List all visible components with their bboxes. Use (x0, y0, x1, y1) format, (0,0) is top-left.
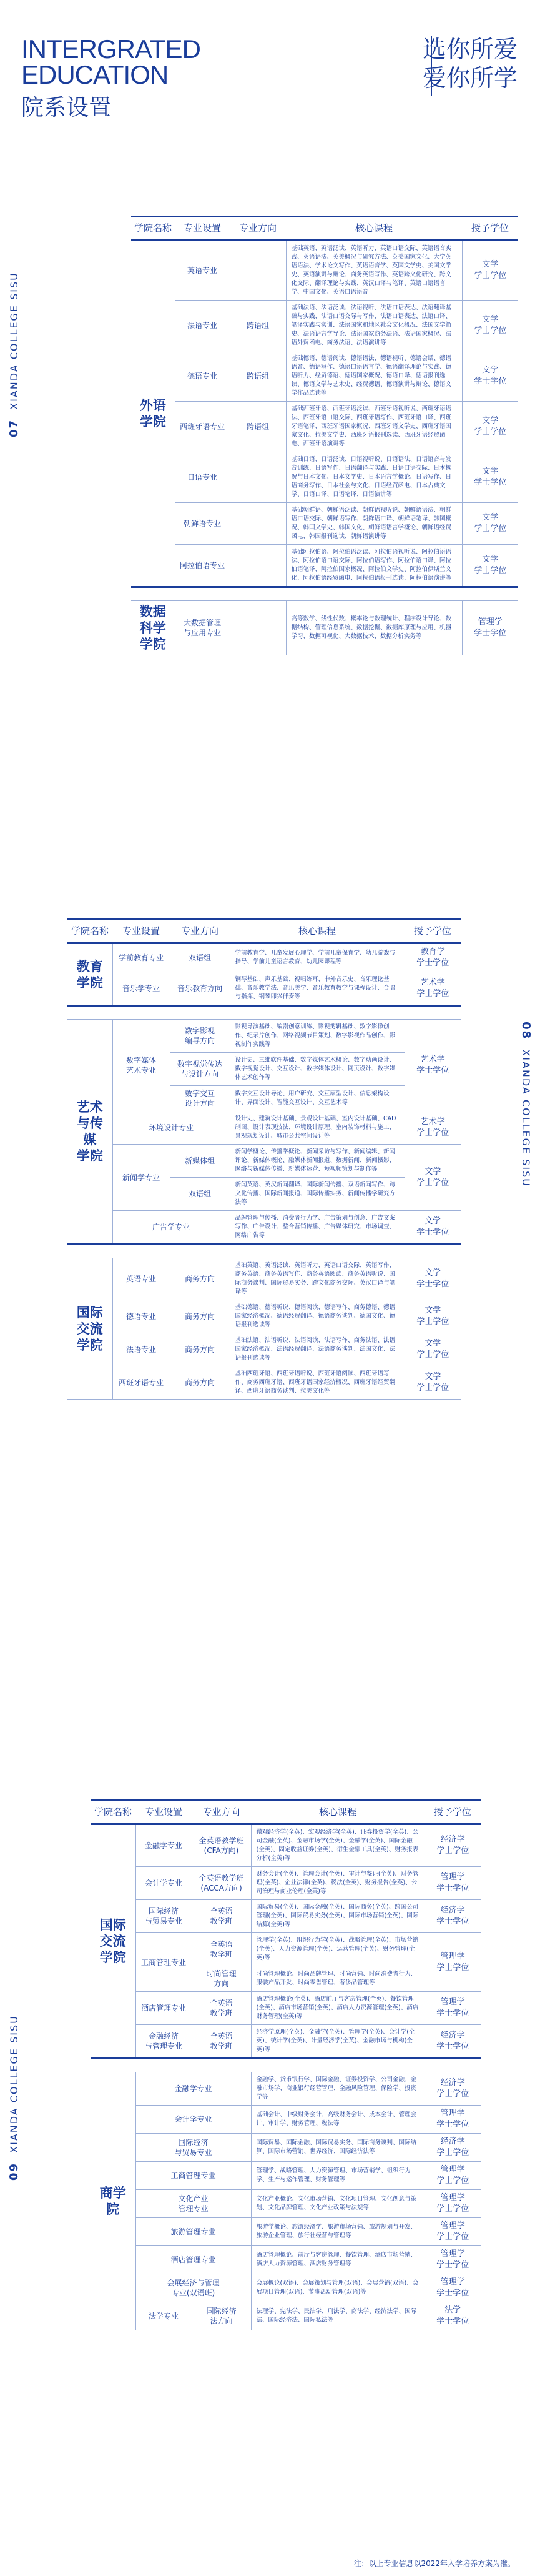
col-direction: 专业方向 (230, 217, 286, 241)
table-row (91, 1933, 481, 1966)
major-name: 法学专业 (135, 2302, 192, 2330)
major-direction: 数字视觉传达 与设计方向 (170, 1053, 230, 1086)
major-name: 国际经济 与贸易专业 (135, 2134, 251, 2162)
degree: 文学 学士学位 (405, 1145, 461, 1211)
degree: 管理学 学士学位 (425, 2246, 481, 2274)
core-courses: 会展概论(双语)、会展策划与管理(双语)、会展营销(双语)、会展项目管理(双语)、节事活动管理(双语)等 (251, 2274, 425, 2302)
col-major: 专业设置 (135, 1801, 192, 1824)
core-courses: 影视导演基础、编剧创意训练、影视剪辑基础、数字影像创作、纪录片创作、网络视频节目策划、数字影视作品创作、影视制作实践等 (230, 1020, 405, 1053)
slogan-line1: 选你所爱 (422, 36, 518, 63)
major-name: 德语专业 (175, 351, 230, 402)
major-direction (230, 545, 286, 587)
major-name: 日语专业 (175, 452, 230, 503)
core-courses: 设计史、三维软件基础、数字媒体艺术概论、数字动画设计、数字视觉设计、交互设计、数字媒体设计、网页设计、数字媒体艺术创作等 (230, 1053, 405, 1086)
college-name: 数据 科学 学院 (131, 601, 175, 655)
col-direction: 专业方向 (170, 920, 230, 943)
col-degree: 授予学位 (462, 217, 518, 241)
table-row (131, 402, 518, 452)
header-en-line2: EDUCATION (21, 60, 169, 89)
col-major: 专业设置 (112, 920, 170, 943)
degree: 文学 学士学位 (405, 1211, 461, 1245)
side-college-name: XIANDA COLLEGE SISU (520, 1049, 532, 1187)
core-courses: 基础会计、中级财务会计、高级财务会计、成本会计、管理会计、审计学、财务管理、税法等 (251, 2106, 425, 2134)
major-direction (230, 452, 286, 503)
major-name: 酒店管理专业 (135, 1992, 192, 2025)
major-direction: 双语组 (170, 943, 230, 972)
degree: 文学 学士学位 (462, 301, 518, 351)
major-direction (230, 503, 286, 545)
major-direction (230, 601, 286, 655)
major-direction: 跨语组 (230, 301, 286, 351)
table-row (91, 1824, 481, 1867)
core-courses: 国际贸易(全英)、国际金融(全英)、国际商务(全英)、跨国公司管理(全英)、国际贸易实务(全英)、国际市场营销(全英)、国际结算(全英)等 (251, 1900, 425, 1933)
college-name: 商学院 (91, 2072, 135, 2330)
degree: 管理学 学士学位 (425, 2162, 481, 2190)
degree: 经济学 学士学位 (425, 2072, 481, 2106)
table-row (91, 2246, 481, 2274)
major-direction: 数字交互 设计方向 (170, 1086, 230, 1111)
major-name: 英语专业 (175, 241, 230, 301)
slogan-line2: 爱你所学 (422, 64, 518, 92)
core-courses: 基础阿拉伯语、阿拉伯语泛读、阿拉伯语视听说、阿拉伯语语法、阿拉伯语口语交际、阿拉伯语写作、阿拉伯语口译、阿拉伯语笔译、阿拉伯国家概况、阿拉伯文学史、阿拉伯伊斯兰文化、阿拉伯语经贸函电、阿拉伯语报刊选读、阿拉伯语演讲等 (286, 545, 462, 587)
table-row (67, 1020, 461, 1053)
college-name: 教育 学院 (67, 943, 112, 1006)
core-courses: 金融学、货币银行学、国际金融、证券投资学、公司金融、金融市场学、商业银行经营管理、金融风险管理、保险学、投资学等 (251, 2072, 425, 2106)
major-name: 工商管理专业 (135, 1933, 192, 1992)
degree: 文学 学士学位 (462, 241, 518, 301)
major-name: 西班牙语专业 (175, 402, 230, 452)
major-direction: 全英语教学班 (ACCA方向) (192, 1867, 251, 1900)
major-name: 朝鲜语专业 (175, 503, 230, 545)
col-college: 学院名称 (91, 1801, 135, 1824)
header-slogan (423, 35, 518, 92)
college-name: 国际 交流 学院 (67, 1258, 112, 1400)
major-direction: 数字影视 编导方向 (170, 1020, 230, 1053)
program-table-page-08 (67, 918, 461, 1400)
core-courses: 钢琴基础、声乐基础、视唱练耳、中外音乐史、音乐理论基础、音乐教学法、音乐美学、音乐教育教学与课程设计、合唱与指挥、钢琴即兴伴奏等 (230, 972, 405, 1006)
major-direction: 全英语教学班 (CFA方向) (192, 1824, 251, 1867)
major-direction: 商务方向 (170, 1366, 230, 1400)
core-courses: 基础英语、英语泛读、英语听力、英语口语交际、英语语音实践、英语语法、英美概况与研究方法、英美国家文化、大学英语语法、学术论文写作、英语语音学、英国文学史、美国文学史、英语演讲与辩论、商务英语写作、英语跨文化研究、跨文化交际、翻译理论与实践、英汉口译与笔译、英语口语语言学、中国文化、英语口语语音 (286, 241, 462, 301)
major-direction: 国际经济 法方向 (192, 2302, 251, 2330)
major-name: 学前教育专业 (112, 943, 170, 972)
core-courses: 财务会计(全英)、管理会计(全英)、审计与鉴证(全英)、财务管理(全英)、企业法律(全英)、税法(全英)、财务报告(全英)、公司治理与商业伦理(全英)等 (251, 1867, 425, 1900)
side-page-marker (7, 2015, 21, 2181)
table-row (131, 452, 518, 503)
major-direction: 全英语 教学班 (192, 1992, 251, 2025)
degree: 文学 学士学位 (405, 1366, 461, 1400)
degree: 管理学 学士学位 (425, 2218, 481, 2246)
table-row (91, 1992, 481, 2025)
table-row (91, 2134, 481, 2162)
core-courses: 基础日语、日语泛读、日语视听说、日语语法、日语语音与发音训练、日语写作、日语翻译与实践、日语口语交际、日本概况与日本文化、日本文学史、日本语言学概论、日语写作、日语商务写作、日本社会与文化、日语经贸函电、日本古典文学、日语口译、日语笔译、日语演讲等 (286, 452, 462, 503)
core-courses: 高等数学、线性代数、概率论与数理统计、程序设计导论、数据结构、管理信息系统、数据挖掘、数据库原理与应用、机器学习、数据可视化、大数据技术、数据分析实务等 (286, 601, 462, 655)
table-row (91, 2025, 481, 2059)
major-name: 西班牙语专业 (112, 1366, 170, 1400)
degree: 管理学 学士学位 (425, 1992, 481, 2025)
college-name: 国际 交流 学院 (91, 1824, 135, 2059)
major-name: 法语专业 (175, 301, 230, 351)
col-college: 学院名称 (131, 217, 175, 241)
core-courses: 酒店管理概论、前厅与客房管理、餐饮管理、酒店市场营销、酒店人力资源管理、酒店财务管理等 (251, 2246, 425, 2274)
degree: 经济学 学士学位 (425, 2025, 481, 2059)
section-separator (67, 1006, 461, 1020)
core-courses: 经济学原理(全英)、金融学(全英)、管理学(全英)、会计学(全英)、统计学(全英)、计量经济学(全英)、金融市场与机构(全英)等 (251, 2025, 425, 2059)
table-row (67, 1211, 461, 1245)
table-row (131, 601, 518, 655)
program-table-page-09 (91, 1799, 481, 2330)
major-direction: 全英语 教学班 (192, 1933, 251, 1966)
major-name: 阿拉伯语专业 (175, 545, 230, 587)
table-row (91, 2072, 481, 2106)
degree: 文学 学士学位 (462, 402, 518, 452)
core-courses: 新闻英语、英汉新闻翻译、国际新闻传播、双语新闻写作、跨文化传播、国际新闻报道、国际传播实务、新闻传播学研究方法等 (230, 1178, 405, 1211)
table-row (91, 2162, 481, 2190)
major-direction: 双语组 (170, 1178, 230, 1211)
section-separator (67, 1245, 461, 1258)
major-name: 音乐学专业 (112, 972, 170, 1006)
major-direction: 跨语组 (230, 351, 286, 402)
major-name: 英语专业 (112, 1258, 170, 1300)
side-page-marker (519, 1022, 533, 1187)
core-courses: 数字交互设计导论、用户研究、交互原型设计、信息架构设计、界面设计、智能交互设计、交互艺术等 (230, 1086, 405, 1111)
degree: 文学 学士学位 (405, 1333, 461, 1366)
page-08 (0, 887, 540, 1712)
table-row (131, 503, 518, 545)
table-row (131, 545, 518, 587)
table-row (67, 1300, 461, 1333)
table-row (67, 1333, 461, 1366)
major-direction: 商务方向 (170, 1333, 230, 1366)
core-courses: 新闻学概论、传播学概论、新闻采访与写作、新闻编辑、新闻评论、新媒体概论、融媒体新闻报道、数据新闻、新闻摄影、网络与新媒体传播、新媒体运营、短视频策划与制作等 (230, 1145, 405, 1178)
header-english-title (21, 36, 200, 87)
major-name: 大数据管理 与应用专业 (175, 601, 230, 655)
table-row (67, 1111, 461, 1145)
side-page-number: 08 (519, 1022, 533, 1040)
degree: 经济学 学士学位 (425, 2134, 481, 2162)
degree: 管理学 学士学位 (425, 2190, 481, 2218)
major-name: 酒店管理专业 (135, 2246, 251, 2274)
major-direction: 跨语组 (230, 402, 286, 452)
core-courses: 旅游学概论、旅游经济学、旅游市场营销、旅游规划与开发、旅游企业管理、旅行社经营与管理等 (251, 2218, 425, 2246)
major-direction: 商务方向 (170, 1300, 230, 1333)
degree: 艺术学 学士学位 (405, 972, 461, 1006)
table-row (91, 2190, 481, 2218)
college-name: 艺术 与传媒 学院 (67, 1020, 112, 1245)
major-name: 德语专业 (112, 1300, 170, 1333)
core-courses: 基础法语、法语泛读、法语视听、法语口语表达、法语翻译基础与实践、法语口语交际与写作、法语口语表达、法语口译、笔译实践与实训、法语国家和地区社会文化概况、法国文学简史、法语语言学导论、法语国家商务法语、法语国家概况、法语外贸函电、商务法语、法语演讲等 (286, 301, 462, 351)
header-en-line1: INTERGRATED (21, 34, 200, 64)
degree: 艺术学 学士学位 (405, 1020, 461, 1111)
side-page-number: 07 (7, 419, 21, 437)
major-direction: 音乐教育方向 (170, 972, 230, 1006)
major-name: 新闻学专业 (112, 1145, 170, 1211)
degree: 经济学 学士学位 (425, 1900, 481, 1933)
degree: 法学 学士学位 (425, 2302, 481, 2330)
major-name: 金融学专业 (135, 2072, 251, 2106)
core-courses: 学前教育学、儿童发展心理学、学前儿童保育学、幼儿游戏与指导、学前儿童语言教育、幼儿园课程等 (230, 943, 405, 972)
core-courses: 基础法语、法语听说、法语阅读、法语写作、商务法语、法语国家经济概况、法语经贸翻译、法语商务谈判、法国文化、法语报刊选读等 (230, 1333, 405, 1366)
page-09 (0, 1781, 540, 2576)
table-row (67, 1366, 461, 1400)
col-core-courses: 核心课程 (230, 920, 405, 943)
core-courses: 基础德语、德语阅读、德语语法、德语视听、德语会话、德语语音、德语写作、德语口语语言学、德语翻译理论与实践、德语听力、经贸德语、德语国家概况、德语口译、德语报刊选读、德语文学与艺术史、经贸德语、德语演讲与辩论、德语文学作品选读等 (286, 351, 462, 402)
page-07 (0, 0, 540, 825)
table-row (91, 2274, 481, 2302)
table-row (67, 943, 461, 972)
major-name: 广告学专业 (112, 1211, 230, 1245)
core-courses: 基础朝鲜语、朝鲜语泛读、朝鲜语视听说、朝鲜语语法、朝鲜语口语交际、朝鲜语写作、朝鲜语口译、朝鲜语笔译、韩国概况、韩国文学史、韩国文化、朝鲜语语言学概论、朝鲜语经贸函电、韩国报刊选读、朝鲜语演讲等 (286, 503, 462, 545)
core-courses: 酒店管理概论(全英)、酒店前厅与客房管理(全英)、餐饮管理(全英)、酒店市场营销(全英)、酒店人力资源管理(全英)、酒店财务管理(全英)等 (251, 1992, 425, 2025)
major-name: 环境设计专业 (112, 1111, 230, 1145)
degree: 艺术学 学士学位 (405, 1111, 461, 1145)
side-college-name: XIANDA COLLEGE SISU (8, 272, 20, 410)
header-chinese-title: 院系设置 (21, 95, 112, 121)
degree: 管理学 学士学位 (425, 2274, 481, 2302)
col-direction: 专业方向 (192, 1801, 251, 1824)
table-row (91, 1900, 481, 1933)
side-page-number: 09 (7, 2162, 21, 2181)
col-degree: 授予学位 (425, 1801, 481, 1824)
core-courses: 文化产业概论、文化市场营销、文化项目管理、文化创意与策划、文化品牌管理、文化产业政策与法规等 (251, 2190, 425, 2218)
degree: 管理学 学士学位 (462, 601, 518, 655)
program-table-page-07 (131, 216, 518, 655)
major-name: 文化产业 管理专业 (135, 2190, 251, 2218)
core-courses: 基础德语、德语听说、德语阅读、德语写作、商务德语、德语国家经济概况、德语经贸翻译、德语商务谈判、德国文化、德语报刊选读等 (230, 1300, 405, 1333)
core-courses: 基础西班牙语、西班牙语听说、西班牙语阅读、西班牙语写作、商务西班牙语、西班牙语国家经济概况、西班牙语经贸翻译、西班牙语商务谈判、拉美文化等 (230, 1366, 405, 1400)
table-row (91, 2106, 481, 2134)
table-row (131, 301, 518, 351)
table-row (67, 1258, 461, 1300)
degree: 文学 学士学位 (462, 351, 518, 402)
core-courses: 管理学、战略管理、人力资源管理、市场营销学、组织行为学、生产与运作管理、财务管理等 (251, 2162, 425, 2190)
table-row (131, 241, 518, 301)
major-direction: 全英语 教学班 (192, 2025, 251, 2059)
degree: 文学 学士学位 (405, 1258, 461, 1300)
core-courses: 基础西班牙语、西班牙语泛读、西班牙语视听说、西班牙语语法、西班牙语口语交际、西班牙语写作、西班牙语口译、西班牙语笔译、西班牙语国家概况、西班牙语文学史、西班牙语国家文化、拉美文学史、西班牙语报刊选读、西班牙语经贸函电、西班牙语演讲等 (286, 402, 462, 452)
core-courses: 国际贸易、国际金融、国际贸易实务、国际商务谈判、国际结算、国际市场营销、世界经济、国际经济法等 (251, 2134, 425, 2162)
core-courses: 品牌管理与传播、消费者行为学、广告策划与创意、广告文案写作、广告设计、整合营销传播、广告媒体研究、市场调查、网络广告等 (230, 1211, 405, 1245)
section-separator (91, 2059, 481, 2072)
major-direction (230, 241, 286, 301)
section-separator (131, 587, 518, 601)
major-name: 法语专业 (112, 1333, 170, 1366)
table-row (91, 1867, 481, 1900)
major-direction: 时尚管理 方向 (192, 1966, 251, 1992)
core-courses: 管理学(全英)、组织行为学(全英)、战略管理(全英)、市场营销(全英)、人力资源管理(全英)、运营管理(全英)、财务管理(全英)等 (251, 1933, 425, 1966)
degree: 管理学 学士学位 (425, 1933, 481, 1992)
degree: 经济学 学士学位 (425, 1824, 481, 1867)
degree: 文学 学士学位 (462, 545, 518, 587)
major-name: 旅游管理专业 (135, 2218, 251, 2246)
major-name: 会计学专业 (135, 2106, 251, 2134)
degree: 管理学 学士学位 (425, 1867, 481, 1900)
core-courses: 基础英语、英语泛读、英语听力、英语口语交际、英语写作、商务英语、商务英语写作、商务英语阅读、商务英语听说、国际商务谈判、国际贸易实务、跨文化商务交际、英汉口译与笔译等 (230, 1258, 405, 1300)
college-name: 外语 学院 (131, 241, 175, 587)
table-row (67, 1145, 461, 1178)
degree: 文学 学士学位 (462, 503, 518, 545)
col-core-courses: 核心课程 (286, 217, 462, 241)
col-college: 学院名称 (67, 920, 112, 943)
major-direction: 全英语 教学班 (192, 1900, 251, 1933)
major-direction: 商务方向 (170, 1258, 230, 1300)
degree: 管理学 学士学位 (425, 2106, 481, 2134)
table-row (91, 2218, 481, 2246)
major-direction: 新媒体组 (170, 1145, 230, 1178)
major-name: 数字媒体 艺术专业 (112, 1020, 170, 1111)
core-courses: 设计史、建筑设计基础、景观设计基础、室内设计基础、CAD 制图、设计表现技法、环境设计原理、室内装饰材料与施工、景观规划设计、城市公共空间设计等 (230, 1111, 405, 1145)
core-courses: 微观经济学(全英)、宏观经济学(全英)、证券投资学(全英)、公司金融(全英)、金融市场学(全英)、金融学(全英)、国际金融(全英)、固定收益证券(全英)、衍生金融工具(全英)、财务报表分析(全英)等 (251, 1824, 425, 1867)
footnote: 注：以上专业信息以2022年入学培养方案为准。 (353, 2559, 515, 2568)
major-name: 工商管理专业 (135, 2162, 251, 2190)
side-page-marker (7, 272, 21, 437)
table-row (131, 351, 518, 402)
table-row (91, 2302, 481, 2330)
major-name: 国际经济 与贸易专业 (135, 1900, 192, 1933)
col-core-courses: 核心课程 (251, 1801, 425, 1824)
major-name: 金融经济 与管理专业 (135, 2025, 192, 2059)
degree: 文学 学士学位 (462, 452, 518, 503)
table-row (67, 972, 461, 1006)
col-degree: 授予学位 (405, 920, 461, 943)
major-name: 金融学专业 (135, 1824, 192, 1867)
side-college-name: XIANDA COLLEGE SISU (8, 2015, 20, 2153)
col-major: 专业设置 (175, 217, 230, 241)
core-courses: 法理学、宪法学、民法学、刑法学、商法学、经济法学、国际法、国际经济法、国际私法等 (251, 2302, 425, 2330)
degree: 文学 学士学位 (405, 1300, 461, 1333)
core-courses: 时尚管理概论、时尚品牌管理、时尚营销、时尚消费者行为、服装产品开发、时尚零售管理、奢侈品管理等 (251, 1966, 425, 1992)
major-name: 会计学专业 (135, 1867, 192, 1900)
degree: 教育学 学士学位 (405, 943, 461, 972)
major-name: 会展经济与管理 专业(双语班) (135, 2274, 251, 2302)
